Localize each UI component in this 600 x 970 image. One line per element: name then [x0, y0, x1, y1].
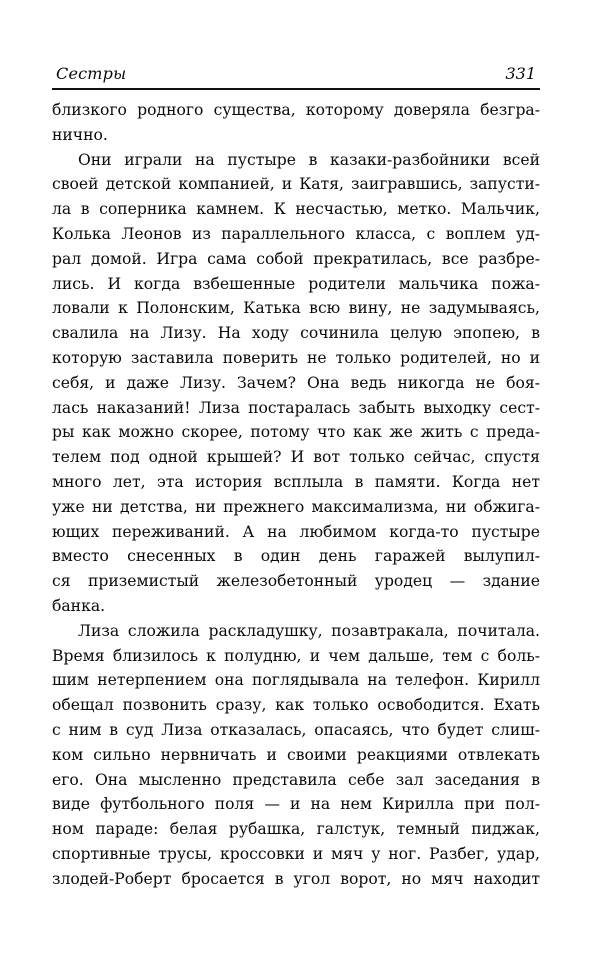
text-line: злодей-Роберт бросается в угол ворот, но мяч находит [52, 869, 540, 888]
text-line: виде футбольного поля — и на нем Кирилла при пол- [52, 795, 540, 814]
text-line: с ним в суд Лиза отказалась, опасаясь, что будет слиш- [52, 720, 540, 739]
text-line: близкого родного существа, которому доверяла безгра- [52, 101, 540, 119]
text-line: его. Она мысленно представила себе зал заседания в [52, 770, 540, 789]
text-line: себя, и даже Лизу. Зачем? Она ведь никогда не боя- [52, 373, 540, 392]
text-line: шим нетерпением она поглядывала на телефон. Кирилл [52, 671, 540, 690]
text-line: своей детской компанией, и Катя, заигравшись, запусти- [52, 175, 540, 194]
text-line: много лет, эта история всплыла в памяти. Когда нет [52, 472, 540, 491]
text-line: ся приземистый железобетонный уродец — здание [52, 572, 540, 591]
text-line: ном параде: белая рубашка, галстук, темный пиджак, [52, 820, 540, 839]
text-line: телем под одной крышей? И вот только сейчас, спустя [52, 448, 540, 467]
text-line: ла в соперника камнем. К несчастью, метко. Мальчик, [52, 200, 540, 219]
text-line: которую заставила поверить не только родителей, но и [52, 348, 540, 367]
chapter-title: Сестры [56, 64, 127, 83]
text-line: Время близилось к полудню, и чем дальше, тем с боль- [52, 646, 540, 665]
text-line: ком сильно нервничать и своими реакциями отвлекать [52, 745, 540, 764]
text-line: свалила на Лизу. На ходу сочинила целую эпопею, в [52, 324, 540, 343]
page-number: 331 [505, 64, 536, 83]
book-page [52, 60, 540, 892]
text-line: уже ни детства, ни прежнего максимализма, ни обжига- [52, 497, 540, 516]
text-line: лась наказаний! Лиза постаралась забыть выходку сест- [52, 398, 540, 417]
text-line: ющих переживаний. А на любимом когда-то пустыре [52, 522, 540, 541]
text-line: нично. [52, 125, 108, 144]
text-line: обещал позвонить сразу, как только освободится. Ехать [52, 696, 540, 715]
text-line: лись. И когда взбешенные родители мальчика пожа- [52, 274, 540, 293]
running-header [52, 60, 540, 90]
text-line: Колька Леонов из параллельного класса, с воплем уд- [52, 224, 540, 243]
text-line: спортивные трусы, кроссовки и мяч у ног. Разбег, удар, [52, 844, 540, 863]
text-line: ловали к Полонским, Катька всю вину, не задумываясь, [52, 299, 540, 318]
body-text [52, 98, 540, 892]
text-line: рал домой. Игра сама собой прекратилась, все разбре- [52, 249, 540, 268]
text-line: ры как можно скорее, потому что как же жить с преда- [52, 423, 540, 442]
text-line: банка. [52, 596, 106, 615]
text-line: Лиза сложила раскладушку, позавтракала, почитала. [78, 621, 540, 640]
text-line: Они играли на пустыре в казаки-разбойники всей [78, 150, 540, 169]
text-line: вместо снесенных в один день гаражей вылупил- [52, 547, 540, 566]
